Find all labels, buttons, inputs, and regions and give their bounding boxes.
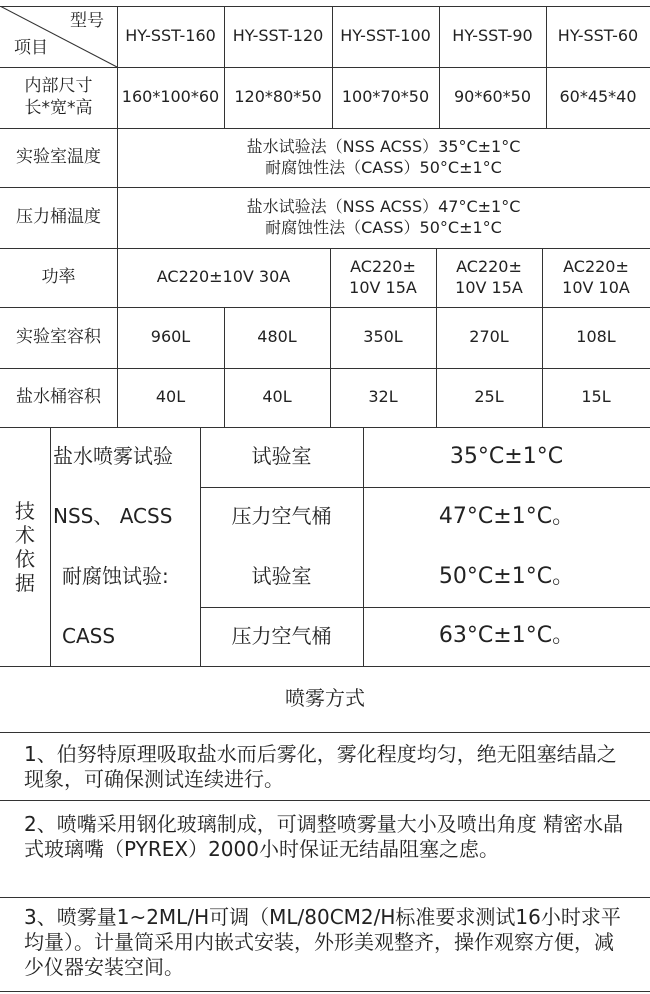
lab-volume-value: 960L	[150, 327, 191, 347]
tech-item-name: 试验室	[251, 564, 312, 589]
row-label-inner-size	[0, 67, 117, 128]
inner-size-label-line2: 长*宽*高	[24, 97, 93, 118]
tech-item-value: 47°C±1°C。	[438, 503, 575, 529]
power-value-line1: AC220±	[456, 257, 522, 277]
rule	[0, 732, 650, 733]
tank-temp-value	[117, 187, 650, 248]
power-value	[330, 248, 436, 307]
lab-volume-value: 270L	[469, 327, 509, 347]
power-value-line2: 10V 10A	[562, 277, 630, 297]
power-value-line2: 10V 15A	[349, 277, 417, 297]
model-header: HY-SST-100	[340, 26, 431, 46]
power-value-line1: AC220±	[350, 257, 416, 277]
lab-volume-value: 108L	[576, 327, 616, 347]
power-value-merged: AC220±10V 30A	[156, 267, 291, 287]
tech-item-value: 63°C±1°C。	[438, 623, 575, 649]
lab-volume-value: 350L	[363, 327, 403, 347]
tank-volume-value: 40L	[155, 387, 186, 407]
lab-temp-line2: 耐腐蚀性法（CASS）50°C±1°C	[265, 157, 502, 177]
tech-group1-line1: 盐水喷雾试验	[53, 444, 173, 469]
lab-temp-line1: 盐水试验法（NSS ACSS）35°C±1°C	[246, 137, 521, 157]
tech-item-name: 试验室	[251, 444, 312, 469]
power-value	[542, 248, 650, 307]
model-header: HY-SST-60	[557, 26, 639, 46]
inner-size-value: 100*70*50	[341, 87, 430, 107]
inner-size-label-line1: 内部尺寸	[24, 75, 93, 96]
tank-volume-value: 15L	[581, 387, 611, 407]
row-label-lab-volume: 实验室容积	[16, 326, 101, 347]
power-value	[436, 248, 542, 307]
lab-volume-value: 480L	[257, 327, 297, 347]
spray-paragraph: 1、伯努特原理吸取盐水而后雾化，雾化程度均匀，绝无阻塞结晶之现象，可确保测试连续进行。	[24, 742, 617, 791]
inner-size-value: 160*100*60	[121, 87, 220, 107]
rule	[50, 427, 51, 666]
tech-side-char: 据	[15, 570, 35, 595]
lab-temp-value	[117, 128, 650, 187]
rule	[0, 800, 650, 801]
tech-item-name: 压力空气桶	[231, 504, 332, 529]
rule	[0, 991, 650, 992]
spray-paragraph: 3、喷雾量1~2ML/H可调（ML/80CM2/H标准要求测试16小时求平均量）。计量筒采用内嵌式安装，外形美观整齐，操作观察方便，减少仪器安装空间。	[24, 905, 621, 979]
row-label-lab-temp: 实验室温度	[16, 146, 101, 167]
inner-size-value: 60*45*40	[559, 87, 637, 107]
row-label-tank-volume: 盐水桶容积	[16, 386, 101, 407]
tank-volume-value: 40L	[262, 387, 292, 407]
header-corner-item: 项目	[14, 38, 48, 59]
tank-volume-value: 25L	[474, 387, 504, 407]
inner-size-value: 120*80*50	[234, 87, 322, 107]
tank-volume-value: 32L	[368, 387, 398, 407]
tech-item-value: 50°C±1°C。	[438, 563, 575, 589]
tech-item-name: 压力空气桶	[231, 623, 332, 648]
row-label-tank-temp: 压力桶温度	[16, 206, 101, 227]
inner-size-value: 90*60*50	[453, 87, 532, 107]
tech-item-value: 35°C±1°C	[449, 443, 564, 469]
model-header: HY-SST-120	[232, 26, 324, 46]
tech-side-char: 依	[15, 546, 35, 571]
spray-title: 喷雾方式	[285, 686, 365, 711]
rule	[0, 897, 650, 898]
spray-paragraph: 2、喷嘴采用钢化玻璃制成，可调整喷雾量大小及喷出角度 精密水晶式玻璃嘴（PYREX）2000小时保证无结晶阻塞之虑。	[24, 812, 624, 861]
model-header: HY-SST-160	[125, 26, 216, 46]
header-corner-model: 型号	[70, 11, 104, 32]
model-header: HY-SST-90	[452, 26, 533, 46]
tank-temp-line1: 盐水试验法（NSS ACSS）47°C±1°C	[246, 197, 521, 217]
power-value-line2: 10V 15A	[455, 277, 523, 297]
tech-group2-line1: 耐腐蚀试验:	[62, 564, 169, 589]
tech-group2-line2: CASS	[62, 623, 116, 648]
tank-temp-line2: 耐腐蚀性法（CASS）50°C±1°C	[265, 217, 502, 237]
row-label-power: 功率	[41, 266, 76, 287]
power-value-line1: AC220±	[563, 257, 629, 277]
tech-side-char: 技	[15, 498, 35, 523]
tech-side-char: 术	[15, 522, 35, 547]
tech-group1-line2: NSS、 ACSS	[53, 504, 173, 529]
tech-side-label	[0, 427, 50, 666]
spec-sheet	[0, 6, 650, 992]
